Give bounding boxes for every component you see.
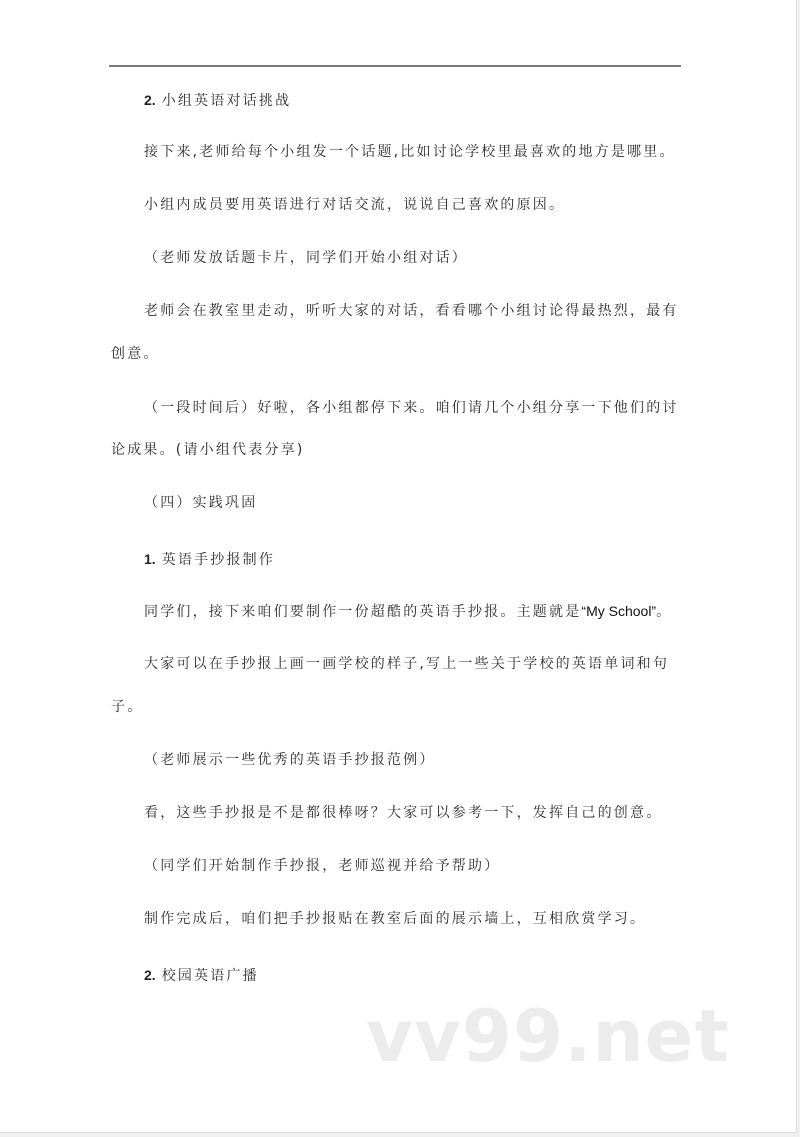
heading-text: 小组英语对话挑战 — [161, 93, 292, 109]
paragraph: 接下来,老师给每个小组发一个话题,比如讨论学校里最喜欢的地方是哪里。 — [144, 144, 676, 160]
heading-text: 校园英语广播 — [161, 968, 259, 984]
watermark: vv99.net — [366, 994, 730, 1078]
paragraph: 小组内成员要用英语进行对话交流，说说自己喜欢的原因。 — [144, 197, 566, 213]
paragraph: （一段时间后）好啦，各小组都停下来。咱们请几个小组分享一下他们的讨 — [144, 400, 679, 416]
stage-direction: （同学们开始制作手抄报，老师巡视并给予帮助） — [144, 858, 501, 874]
paragraph — [144, 601, 672, 622]
paragraph-text: 同学们，接下来咱们要制作一份超酷的英语手抄报。主题就是 — [144, 604, 582, 620]
paragraph: 看，这些手抄报是不是都很棒呀？大家可以参考一下，发挥自己的创意。 — [144, 805, 663, 821]
paragraph: 大家可以在手抄报上画一画学校的样子,写上一些关于学校的英语单词和句 — [144, 656, 670, 672]
stage-direction: （老师展示一些优秀的英语手抄报范例） — [144, 752, 436, 768]
header-rule — [109, 65, 681, 67]
paragraph-continuation: 创意。 — [111, 346, 160, 362]
heading-number: 2. — [144, 92, 156, 108]
section-heading-group-dialogue — [144, 90, 291, 111]
heading-number: 2. — [144, 967, 156, 983]
heading-number: 1. — [144, 551, 156, 567]
section-heading-practice: （四）实践巩固 — [144, 495, 258, 511]
stage-direction: （老师发放话题卡片，同学们开始小组对话） — [144, 250, 468, 266]
paragraph: 制作完成后，咱们把手抄报贴在教室后面的展示墙上，互相欣赏学习。 — [144, 911, 647, 927]
paragraph-continuation: 论成果。(请小组代表分享) — [111, 442, 305, 458]
section-heading-broadcast — [144, 965, 259, 986]
heading-text: 英语手抄报制作 — [161, 552, 276, 568]
section-heading-poster — [144, 549, 275, 570]
theme-title: “My School” — [581, 603, 657, 619]
paragraph-text-end: 。 — [656, 604, 673, 620]
paragraph: 老师会在教室里走动，听听大家的对话，看看哪个小组讨论得最热烈，最有 — [144, 303, 679, 319]
paragraph-continuation: 子。 — [111, 699, 144, 715]
